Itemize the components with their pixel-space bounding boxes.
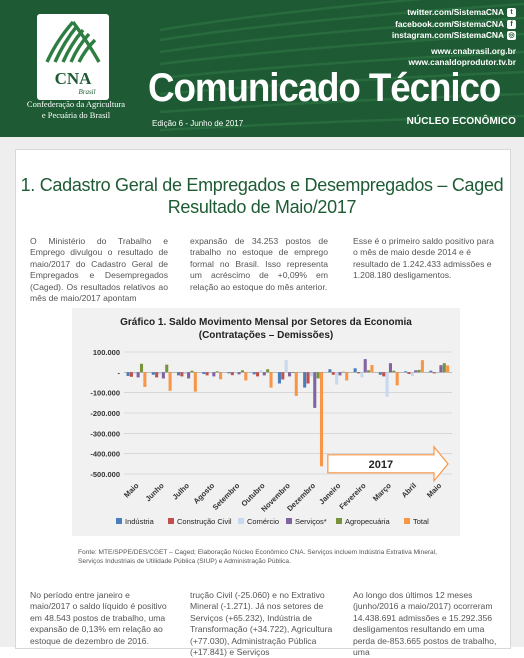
bar-comrcio	[184, 372, 187, 374]
paragraph-col-1: O Ministério do Trabalho e Emprego divulgou o resultado de maio/2017 do Cadastro Geral de Empregados e Desempregados (Caged). Os resultados relativos ao mês de maio/2017 apontam	[30, 236, 168, 304]
bar-construocivil	[231, 372, 234, 375]
chart-source-note: Fonte: MTE/SPPE/DES/CGET – Caged; Elaboração Núcleo Econômico CNA. Serviços incluem Indústria Extrativa Mineral, Serviços Industriais de Utilidade Pública (SIUP) e Administração Pública.	[78, 549, 438, 565]
website-link-canal[interactable]: www.canaldoprodutor.tv.br	[408, 57, 516, 67]
chart-subtitle: (Contratações – Demissões)	[198, 330, 334, 341]
bar-servios	[162, 372, 165, 378]
bar-construocivil	[307, 372, 310, 383]
bar-servios	[313, 372, 316, 408]
bar-total	[244, 372, 247, 380]
bar-servios	[338, 372, 341, 375]
social-links	[392, 7, 516, 42]
cna-logo-emblem	[37, 14, 109, 100]
bar-total	[143, 372, 146, 387]
paragraph-bottom-2: trução Civil (-25.060) e no Extrativo Mineral (-1.271). Já nos setores de Serviços (+65.232), Indústria de Transformação (+34.722), Agricultura (+77.030), Administração Pública (+17.841) e Serviços	[190, 590, 333, 658]
x-tick-label: Setembro	[210, 481, 242, 512]
legend-label: Comércio	[247, 517, 280, 526]
bar-comrcio	[259, 370, 262, 372]
annotation-label: 2017	[368, 458, 394, 471]
bar-total	[370, 365, 373, 372]
bar-comrcio	[133, 372, 136, 374]
confederation-name	[14, 99, 138, 121]
paragraph-bottom-1: No período entre janeiro e maio/2017 o saldo líquido é positivo em 48.543 postos de trabalho, uma expansão de 0,13% em relação ao estoque de dezembro de 2016.	[30, 590, 167, 646]
x-tick-label: Março	[370, 481, 393, 504]
bar-indstria	[354, 368, 357, 372]
legend-label: Serviços*	[295, 517, 327, 526]
bar-indstria	[328, 369, 331, 372]
bar-construocivil	[180, 372, 183, 376]
bar-agropecuria	[190, 371, 193, 373]
bar-comrcio	[310, 372, 313, 376]
paragraph-bottom-3: Ao longo dos últimos 12 meses (junho/2016 a maio/2017) ocorreram 14.438.691 admissões e 15.292.356 desligamentos resultando em uma perda de-853.665 postos de trabalho, uma	[353, 590, 497, 658]
bar-servios	[137, 372, 140, 377]
legend-label: Indústria	[125, 517, 154, 526]
bar-indstria	[429, 371, 432, 373]
bar-indstria	[253, 372, 256, 374]
x-tick-label: Maio	[122, 481, 141, 500]
sector-balance-chart	[72, 308, 460, 536]
bar-comrcio	[386, 372, 389, 396]
bar-indstria	[202, 372, 205, 374]
twitter-icon: t	[507, 8, 516, 17]
bar-construocivil	[357, 372, 360, 373]
bar-agropecuria	[367, 370, 370, 372]
bar-agropecuria	[342, 372, 345, 373]
bar-construocivil	[407, 372, 410, 374]
bar-total	[421, 360, 424, 372]
legend-swatch	[116, 518, 122, 524]
department-label: NÚCLEO ECONÔMICO	[406, 116, 516, 127]
chart-bars	[127, 359, 450, 466]
x-tick-label: Novembro	[259, 481, 292, 514]
bar-agropecuria	[241, 370, 244, 372]
facebook-link-text[interactable]: facebook.com/SistemaCNA	[395, 18, 504, 29]
y-tick-label: -100.000	[90, 388, 120, 398]
legend-label: Total	[413, 517, 429, 526]
bar-total	[169, 372, 172, 391]
legend-swatch	[286, 518, 292, 524]
bar-servios	[364, 359, 367, 372]
social-link-twitter[interactable]	[392, 7, 516, 19]
x-tick-label: Janeiro	[317, 481, 343, 507]
paragraph-col-3: Esse é o primeiro saldo positivo para o mês de maio desde 2014 e é resultado de 1.242.433 admissões e 1.208.180 desligamentos.	[353, 236, 494, 281]
x-tick-label: Maio	[424, 481, 444, 500]
bar-comrcio	[285, 360, 288, 372]
bar-indstria	[177, 372, 180, 375]
bar-indstria	[303, 372, 306, 387]
bar-comrcio	[360, 372, 363, 377]
chart-x-axis	[122, 481, 444, 514]
chart-y-axis	[90, 348, 120, 479]
bar-construocivil	[206, 372, 209, 375]
website-link-cna[interactable]: www.cnabrasil.org.br	[431, 46, 516, 56]
section-title-line-2: Resultado de Maio/2017	[167, 197, 357, 217]
confederation-line-1: Confederação da Agricultura	[26, 99, 126, 109]
x-tick-label: Junho	[143, 481, 166, 504]
bar-construocivil	[433, 372, 436, 373]
bar-agropecuria	[165, 365, 168, 373]
bar-servios	[439, 365, 442, 372]
bar-servios	[288, 372, 291, 376]
y-tick-label: 100.000	[92, 348, 120, 357]
bar-indstria	[404, 371, 407, 372]
bar-construocivil	[382, 372, 385, 376]
y-tick-label: -500.000	[90, 470, 120, 479]
bar-comrcio	[335, 372, 338, 384]
bar-agropecuria	[392, 371, 395, 373]
edition-label: Edição 6 - Junho de 2017	[152, 119, 244, 128]
bar-comrcio	[209, 372, 212, 373]
bar-indstria	[379, 372, 382, 374]
bar-servios	[238, 372, 241, 374]
bar-indstria	[127, 372, 130, 376]
paragraph-col-2: expansão de 34.253 postos de trabalho no estoque de emprego formal no Brasil. Isso representa um acréscimo de +0,09% em relação ao estoque do mês anterior.	[190, 236, 328, 292]
y-tick-label: -	[117, 368, 120, 378]
x-tick-label: Abril	[399, 481, 419, 500]
bar-comrcio	[158, 372, 161, 374]
bar-indstria	[278, 372, 281, 383]
bar-construocivil	[281, 372, 284, 379]
legend-label: Construção Civil	[177, 517, 232, 526]
bar-construocivil	[130, 372, 133, 376]
legend-swatch	[168, 518, 174, 524]
bar-construocivil	[256, 372, 259, 376]
legend-label: Agropecuária	[345, 517, 390, 526]
bar-servios	[414, 370, 417, 372]
bar-agropecuria	[266, 369, 269, 372]
twitter-link-text[interactable]: twitter.com/SistemaCNA	[407, 7, 504, 17]
x-tick-label: Outubro	[239, 481, 267, 509]
bar-total	[396, 372, 399, 385]
bar-indstria	[152, 372, 155, 374]
y-tick-label: -200.000	[90, 409, 120, 418]
x-tick-label: Dezembro	[285, 481, 318, 514]
legend-swatch	[336, 518, 342, 524]
x-tick-label: Julho	[170, 481, 192, 502]
y-tick-label: -400.000	[90, 449, 120, 459]
bar-construocivil	[332, 372, 335, 374]
bar-servios	[212, 372, 215, 376]
bar-servios	[263, 372, 266, 375]
section-title-line-1: 1. Cadastro Geral de Empregados e Desempregados – Caged	[20, 175, 504, 195]
bar-comrcio	[234, 372, 237, 373]
bar-total	[219, 372, 222, 379]
bar-agropecuria	[443, 363, 446, 372]
page-title: Comunicado Técnico	[148, 66, 501, 110]
facebook-icon: f	[507, 20, 516, 29]
website-links	[409, 46, 516, 68]
bar-agropecuria	[216, 371, 219, 372]
chart-title: Gráfico 1. Saldo Movimento Mensal por Setores da Economia	[120, 317, 412, 328]
legend-swatch	[238, 518, 244, 524]
bar-agropecuria	[291, 372, 294, 373]
logo-subtext: Brasil	[78, 88, 96, 96]
section-title	[20, 174, 504, 218]
bar-servios	[187, 372, 190, 378]
chart-legend	[116, 517, 429, 526]
bar-total	[295, 372, 298, 396]
bar-agropecuria	[418, 370, 421, 372]
bar-comrcio	[411, 372, 414, 376]
bar-agropecuria	[140, 364, 143, 373]
bar-comrcio	[436, 372, 439, 373]
cna-logo[interactable]	[37, 14, 109, 100]
instagram-link-text[interactable]: instagram.com/SistemaCNA	[391, 30, 504, 40]
bar-total	[446, 365, 449, 372]
y-tick-label: -300.000	[90, 429, 120, 439]
social-link-instagram[interactable]	[392, 30, 516, 42]
bar-indstria	[227, 372, 230, 373]
header-banner	[0, 0, 524, 137]
bar-agropecuria	[317, 372, 320, 378]
bar-total	[345, 372, 348, 380]
social-link-facebook[interactable]	[392, 19, 516, 31]
bar-total	[320, 372, 323, 466]
logo-text: CNA	[54, 69, 92, 88]
x-tick-label: Agosto	[191, 481, 217, 506]
confederation-line-2: e Pecuária do Brasil	[41, 110, 111, 120]
bar-construocivil	[155, 372, 158, 377]
bar-total	[194, 372, 197, 391]
bar-total	[269, 372, 272, 387]
legend-swatch	[404, 518, 410, 524]
instagram-icon: ◎	[508, 32, 515, 40]
bar-servios	[389, 363, 392, 372]
chart-annotation-arrow	[328, 447, 448, 481]
x-tick-label: Fevereiro	[337, 481, 368, 512]
